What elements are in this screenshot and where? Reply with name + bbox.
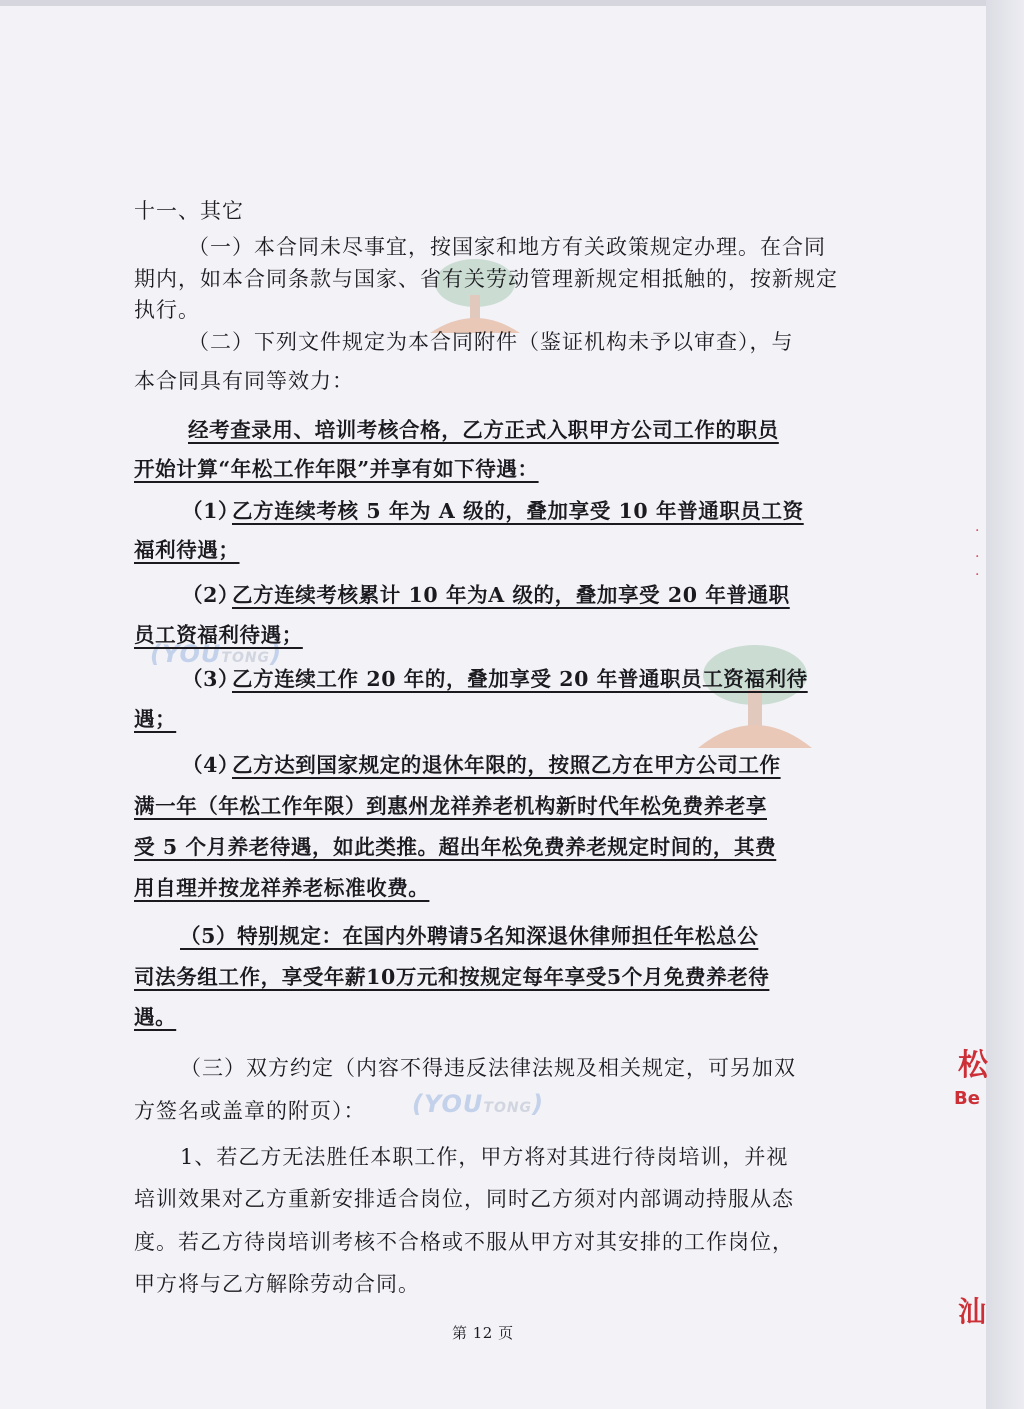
item3-line-1: （三）双方约定（内容不得违反法律法规及相关规定，可另加双 (180, 1056, 796, 1080)
seal-fragment-bottom: 汕 (958, 1295, 987, 1328)
benefit4-line-1: 乙方达到国家规定的退休年限的，按照乙方在甲方公司工作 (232, 753, 781, 777)
section-heading: 十一、其它 (134, 199, 244, 223)
clause1-line-1: 1、若乙方无法胜任本职工作，甲方将对其进行待岗培训，并视 (180, 1145, 789, 1169)
benefit3-line-1: 乙方连续工作 20 年的，叠加享受 20 年普通职员工资福利待 (232, 667, 808, 691)
seal-ink-dots: · . · (975, 523, 980, 583)
page-number: 第 12 页 (452, 1324, 514, 1342)
annex-intro-line-2: 开始计算“年松工作年限”并享有如下待遇： (134, 457, 539, 481)
benefit4-line-3: 受 5 个月养老待遇，如此类推。超出年松免费养老规定时间的，其费 (134, 835, 777, 859)
clause1-line-4: 甲方将与乙方解除劳动合同。 (134, 1272, 420, 1296)
benefit1-number: （1） (182, 499, 240, 523)
benefit5-line-1: （5）特别规定：在国内外聘请5名知深退休律师担任年松总公 (180, 924, 759, 948)
youtong-watermark: (YOUTONG) (150, 640, 283, 668)
annex-intro-line-1: 经考查录用、培训考核合格，乙方正式入职甲方公司工作的职员 (188, 418, 779, 442)
item1-line-3: 执行。 (134, 298, 200, 322)
benefit2-line-1: 乙方连续考核累计 10 年为A 级的，叠加享受 20 年普通职 (232, 583, 790, 607)
scan-edge-top (0, 0, 1024, 6)
benefit2-line-2: 员工资福利待遇； (134, 623, 303, 647)
item3-line-2: 方签名或盖章的附页）： (134, 1099, 366, 1123)
clause1-line-2: 培训效果对乙方重新安排适合岗位，同时乙方须对内部调动持服从态 (134, 1187, 794, 1211)
benefit4-line-2: 满一年（年松工作年限）到惠州龙祥养老机构新时代年松免费养老享 (134, 794, 767, 818)
benefit1-line-1: 乙方连续考核 5 年为 A 级的，叠加享受 10 年普通职员工资 (232, 499, 804, 523)
item1-line-2: 期内，如本合同条款与国家、省有关劳动管理新规定相抵触的，按新规定 (134, 267, 838, 291)
benefit1-line-2: 福利待遇； (134, 538, 240, 562)
benefit2-number: （2） (182, 583, 240, 607)
tree-watermark-icon (690, 640, 820, 754)
benefit4-line-4: 用自理并按龙祥养老标准收费。 (134, 876, 430, 900)
item2-line-1: （二）下列文件规定为本合同附件（鉴证机构未予以审查），与 (188, 330, 794, 354)
benefit3-number: （3） (182, 667, 240, 691)
benefit3-line-2: 遇； (134, 707, 177, 731)
youtong-watermark: (YOUTONG) (412, 1090, 545, 1118)
benefit5-line-3: 遇。 (134, 1005, 177, 1029)
item1-line-1: （一）本合同未尽事宜，按国家和地方有关政策规定办理。在合同 (188, 235, 826, 259)
scan-edge-right (986, 0, 1024, 1409)
company-seal-fragment: 松 Be (954, 1048, 988, 1109)
clause1-line-3: 度。若乙方待岗培训考核不合格或不服从甲方对其安排的工作岗位， (134, 1230, 794, 1254)
benefit4-number: （4） (182, 753, 240, 777)
benefit5-line-2: 司法务组工作，享受年薪10万元和按规定每年享受5个月免费养老待 (134, 965, 770, 989)
item2-line-2: 本合同具有同等效力： (134, 369, 354, 393)
